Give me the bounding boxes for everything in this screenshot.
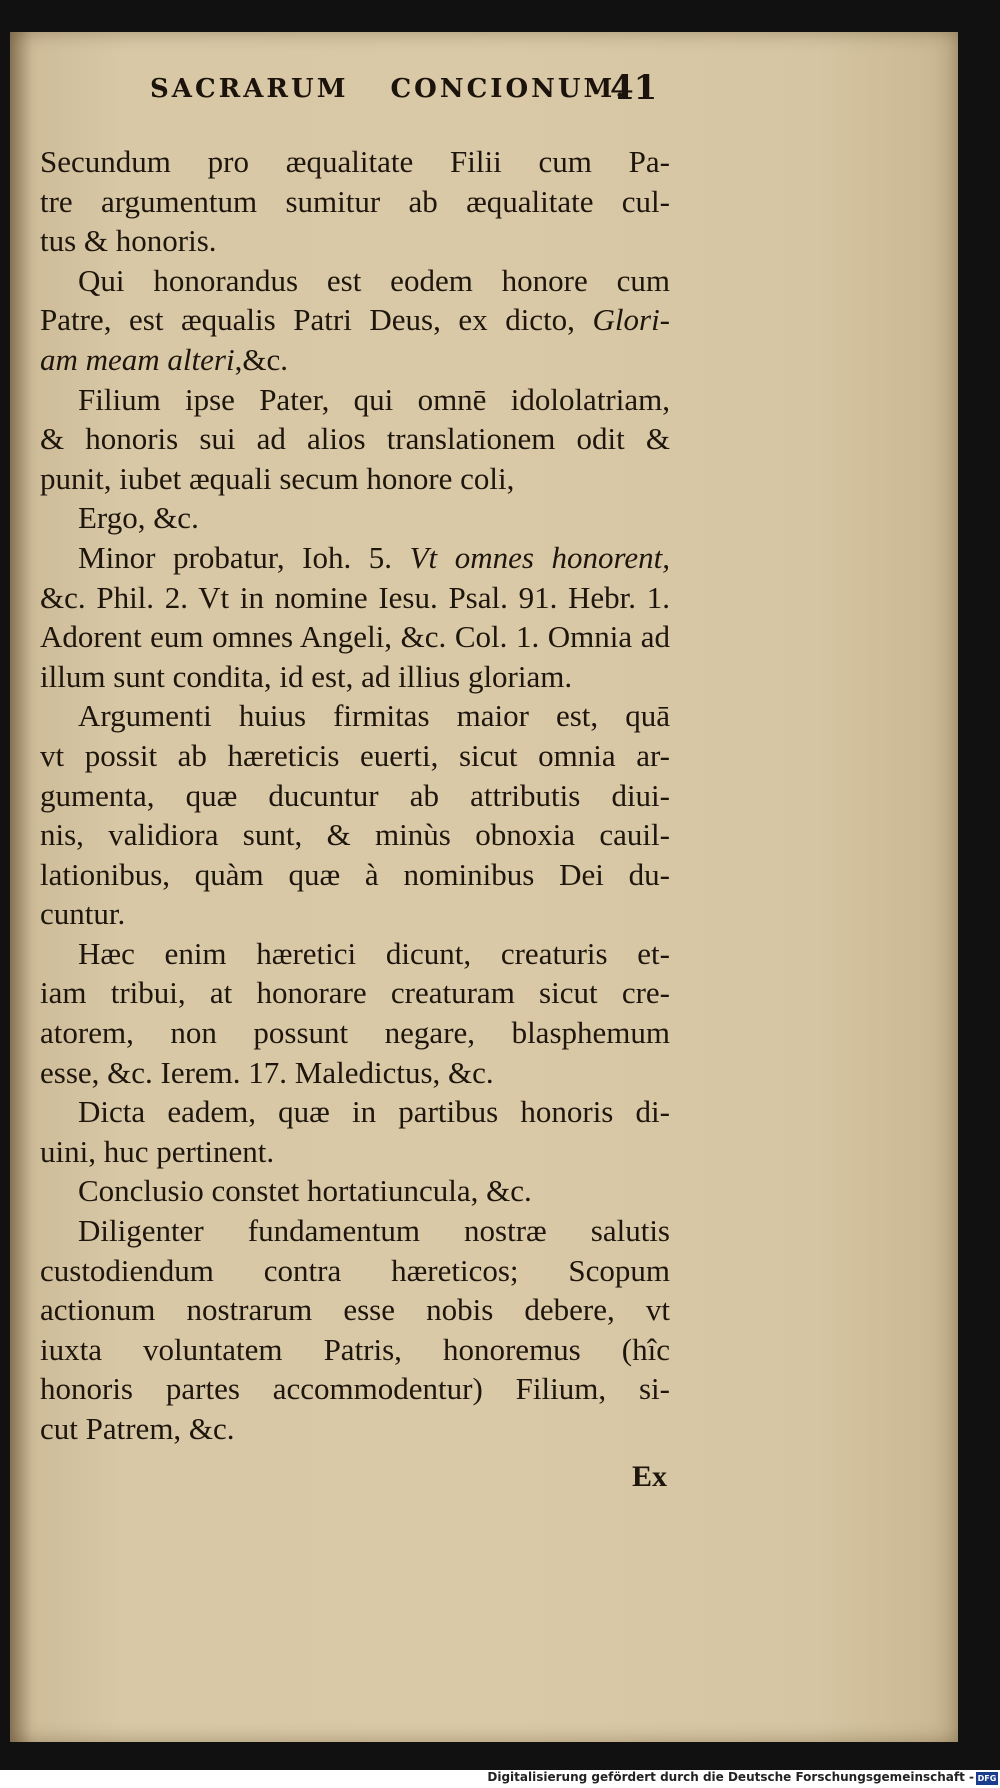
funding-credit: Digitalisierung gefördert durch die Deutsche Forschungsgemeinschaft - — [487, 1770, 974, 1784]
text-line: cuntur. — [40, 896, 126, 932]
catchword: Ex — [632, 1460, 668, 1493]
text-line: iam tribui, at honorare creaturam sicut cre- — [40, 975, 670, 1011]
text-line: Hæc enim hæretici dicunt, creaturis et- — [78, 935, 670, 971]
page-number: 41 — [610, 68, 658, 108]
text-line: honoris partes accommodentur) Filium, si- — [40, 1371, 670, 1407]
running-title-word-2: CONCIONUM. — [390, 74, 628, 104]
text-line: &c. Phil. 2. Vt in nomine Iesu. Psal. 91. Hebr. 1. — [40, 579, 670, 615]
text-line: vt possit ab hæreticis euerti, sicut omnia ar- — [40, 737, 670, 773]
text-line: lationibus, quàm quæ à nominibus Dei du- — [40, 856, 670, 892]
text-line: tus & honoris. — [40, 223, 217, 259]
text-line: custodiendum contra hæreticos; Scopum — [40, 1252, 670, 1288]
text-line: Qui honorandus est eodem honore cum — [78, 262, 670, 298]
text-line: Dicta eadem, quæ in partibus honoris di- — [78, 1094, 670, 1130]
text-line: Minor probatur, Ioh. 5. Vt omnes honorent, — [78, 539, 671, 575]
text-line: Conclusio constet hortatiuncula, &c. — [78, 1173, 532, 1209]
text-line: punit, iubet æquali secum honore coli, — [40, 460, 515, 496]
text-line: iuxta voluntatem Patris, honoremus (hîc — [40, 1331, 670, 1367]
digitization-footer — [0, 1770, 1000, 1788]
running-header — [150, 74, 690, 104]
text-line: & honoris sui ad alios translationem odit & — [40, 421, 670, 457]
running-title-word-1: SACRARUM — [150, 74, 349, 104]
text-line: am meam alteri,&c. — [40, 341, 288, 377]
text-line: Argumenti huius firmitas maior est, quā — [78, 698, 670, 734]
text-line: Secundum pro æqualitate Filii cum Pa- — [40, 144, 670, 179]
text-line: nis, validiora sunt, & minùs obnoxia cauil- — [40, 817, 670, 853]
text-line: Filium ipse Pater, qui omnē idololatriam, — [78, 381, 670, 417]
text-line: Diligenter fundamentum nostræ salutis — [78, 1213, 670, 1249]
text-line: atorem, non possunt negare, blasphemum — [40, 1015, 670, 1051]
text-line: illum sunt condita, id est, ad illius gloriam. — [40, 658, 573, 694]
body-text — [40, 142, 670, 1449]
text-line: Patre, est æqualis Patri Deus, ex dicto, Glori- — [40, 302, 670, 338]
page-gutter-shadow — [10, 32, 32, 1742]
text-line: uini, huc pertinent. — [40, 1133, 275, 1169]
text-line: actionum nostrarum esse nobis debere, vt — [40, 1292, 670, 1328]
text-line: tre argumentum sumitur ab æqualitate cul- — [40, 183, 670, 219]
text-line: cut Patrem, &c. — [40, 1411, 235, 1446]
text-line: Adorent eum omnes Angeli, &c. Col. 1. Omnia ad — [40, 619, 670, 655]
dfg-logo-icon: DFG — [977, 1774, 997, 1783]
text-line: esse, &c. Ierem. 17. Maledictus, &c. — [40, 1054, 494, 1090]
text-line: Ergo, &c. — [78, 500, 199, 536]
book-page — [10, 32, 958, 1742]
text-line: gumenta, quæ ducuntur ab attributis diui- — [40, 777, 670, 813]
